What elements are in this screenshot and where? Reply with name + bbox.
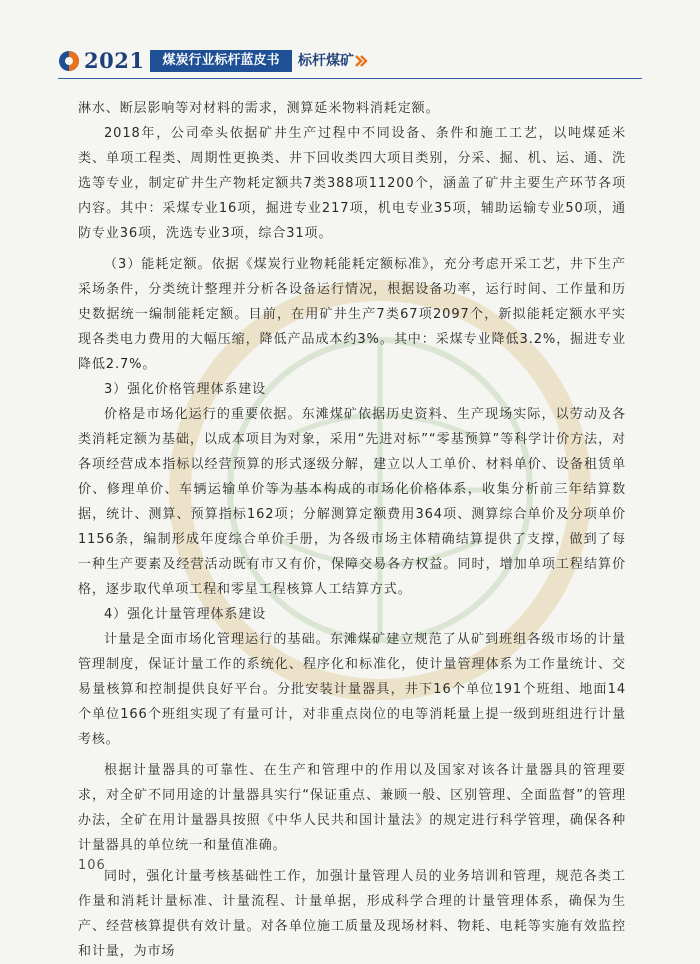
paragraph: 淋水、断层影响等对材料的需求，测算延米物料消耗定额。	[78, 101, 440, 116]
paragraph: 计量是全面市场化管理运行的基础。东滩煤矿建立规范了从矿到班组各级市场的计量管理制度，保证计量工作的系统化、程序化和标准化，使计量管理体系为工作量统计、交易量核算和控制提供良好平台。分批安装计量器具，井下16个单位191个班组、地面14个单位166个班组实现了有量可计，对非重点岗位的电等消耗量上提一级到班组进行计量考核。	[78, 632, 626, 747]
section-heading: 4）强化计量管理体系建设	[104, 607, 267, 622]
section-tag: 标杆煤矿	[298, 53, 354, 69]
paragraph: 2018年，公司牵头依据矿井生产过程中不同设备、条件和施工工艺，以吨煤延米类、单项工程类、周期性更换类、井下回收类四大项目类别，分采、掘、机、运、通、洗选等专业，制定矿井生产物耗定额共7类388项11200个，涵盖了矿井主要生产环节各项内容。其中：采煤专业16项，掘进专业217项，机电专业35项，辅助运输专业50项，通防专业36项，洗选专业3项，综合31项。	[78, 126, 626, 241]
paragraph: 价格是市场化运行的重要依据。东滩煤矿依据历史资料、生产现场实际，以劳动及各类消耗定额为基础，以成本项目为对象，采用“先进对标”“零基预算”等科学计价方法，对各项经营成本指标以经营预算的形式逐级分解，建立以人工单价、材料单价、设备租赁单价、修理单价、车辆运输单价等为基本构成的市场化价格体系，收集分析前三年结算数据，统计、测算、预算指标162项；分解测算定额费用364项、测算综合单价及分项单价1156条，编制形成年度综合单价手册，为各级市场主体精确结算提供了支撑，做到了每一种生产要素及经营活动既有市又有价，保障交易各方权益。同时，增加单项工程结算价格，逐步取代单项工程和零星工程核算人工结算方式。	[78, 407, 626, 597]
paragraph: （3）能耗定额。依据《煤炭行业物耗能耗定额标准》，充分考虑开采工艺，井下生产采场条件，分类统计整理并分析各设备运行情况，根据设备功率，运行时间、工作量和历史数据统一编制能耗定额。目前，在用矿井生产7类67项2097个，新拟能耗定额水平实现各类电力费用的大幅压缩，降低产品成本约3%。其中：采煤专业降低3.2%，掘进专业降低2.7%。	[78, 257, 626, 372]
bluebook-logo-icon	[58, 50, 80, 72]
section-heading: 3）强化价格管理体系建设	[104, 382, 267, 397]
series-title: 煤炭行业标杆蓝皮书	[150, 50, 292, 72]
paragraph: 同时，强化计量考核基础性工作，加强计量管理人员的业务培训和管理，规范各类工作量和消耗计量标准、计量流程、计量单据，形成科学合理的计量管理体系，确保为生产、经营核算提供有效计量。对各单位施工质量及现场材料、物耗、电耗等实施有效监控和计量，为市场	[78, 869, 626, 959]
header-divider	[58, 78, 642, 79]
chevron-right-icon	[354, 54, 368, 68]
page-number: 106	[78, 858, 106, 873]
page-header	[0, 0, 700, 90]
article-body	[78, 96, 626, 964]
report-year: 2021	[84, 48, 145, 73]
paragraph: 根据计量器具的可靠性、在生产和管理中的作用以及国家对该各计量器具的管理要求，对全矿不同用途的计量器具实行“保证重点、兼顾一般、区别管理、全面监督”的管理办法，全矿在用计量器具按照《中华人民共和国计量法》的规定进行科学管理，确保各种计量器具的单位统一和量值准确。	[78, 763, 626, 853]
